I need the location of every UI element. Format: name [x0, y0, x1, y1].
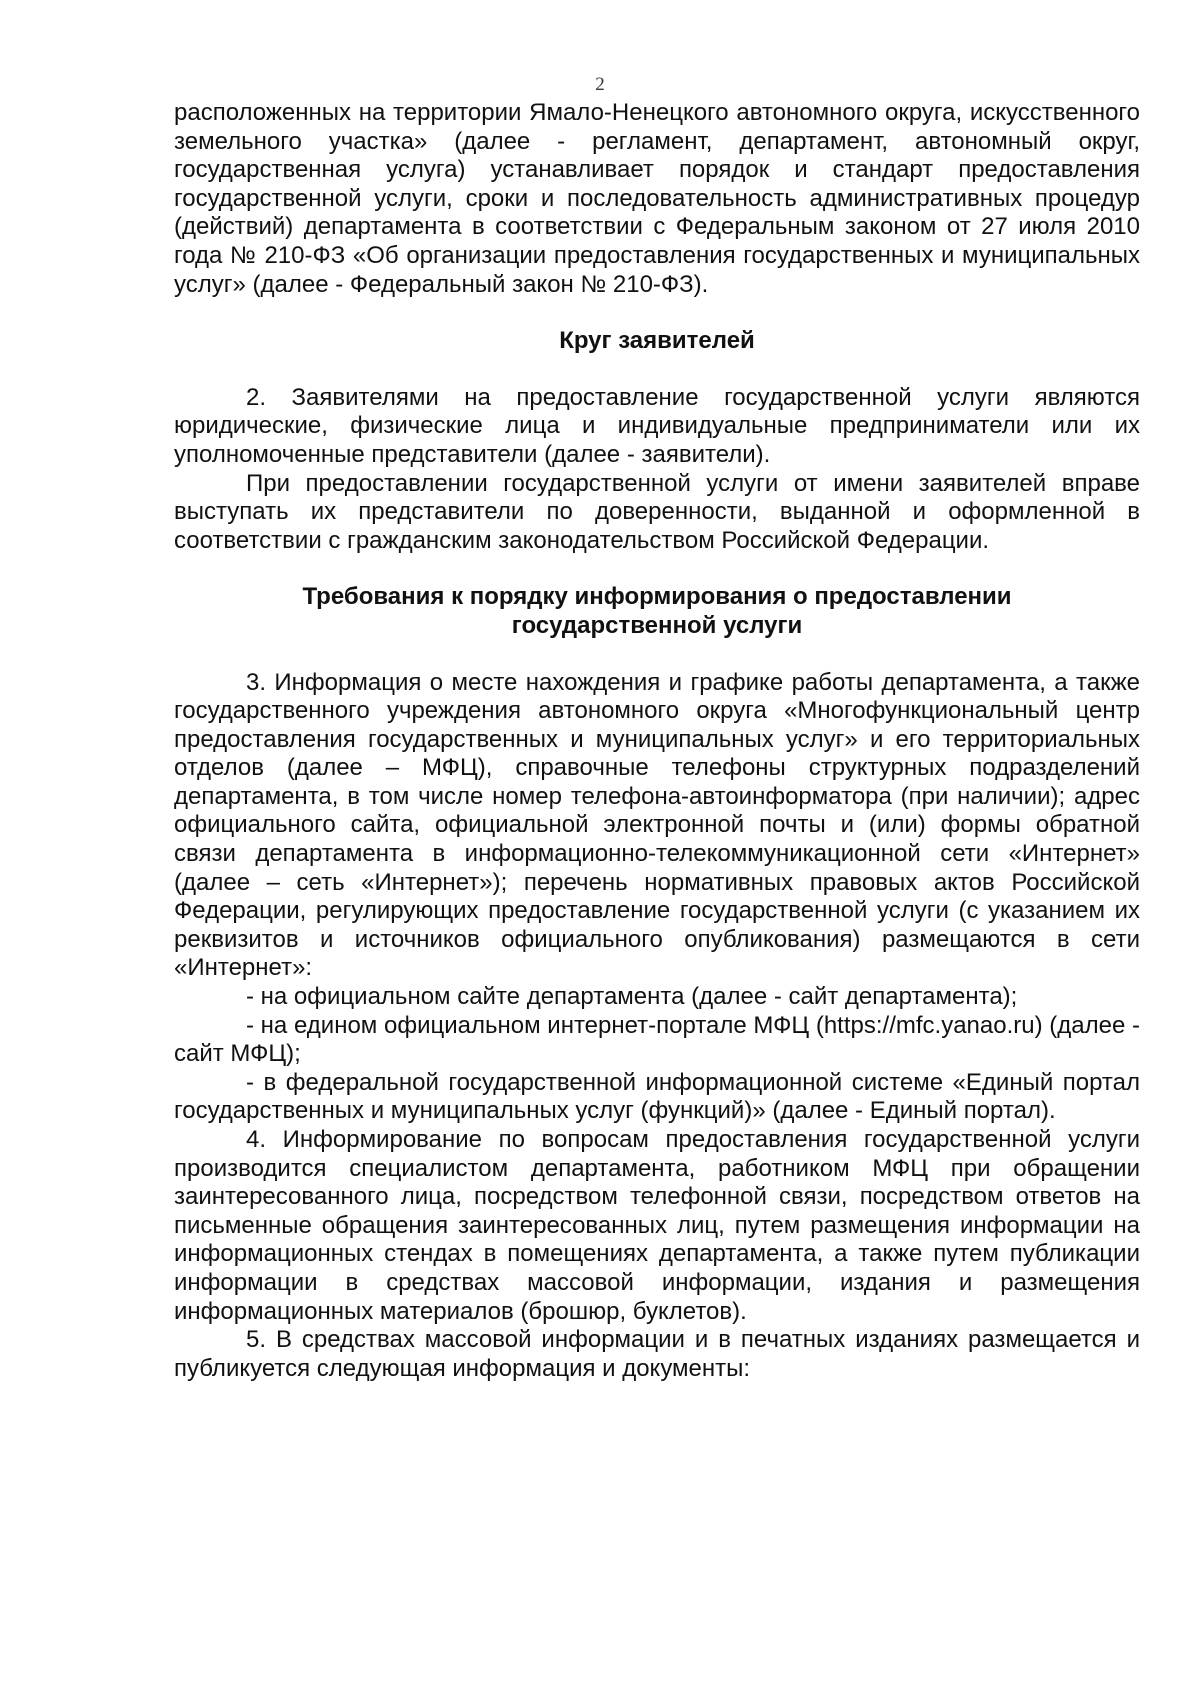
heading-applicants: Круг заявителей	[559, 327, 755, 355]
intro-paragraph: расположенных на территории Ямало-Ненецкого автономного округа, искусственного земельного участка» (далее - регламент, департамент, автономный округ, государственная услуга) устанавливает порядок и стандарт предоставления государственной услуги, сроки и последовательность административных процедур (действий) департамента в соответствии с Федеральным законом от 27 июля 2010 года № 210-ФЗ «Об организации предоставления государственных и муниципальных услуг» (далее - Федеральный закон № 210-ФЗ).	[174, 99, 1140, 298]
heading-information-requirements	[174, 583, 1140, 640]
paragraph-2-representatives: При предоставлении государственной услуги от имени заявителей вправе выступать их представители по доверенности, выданной и оформленной в соответствии с гражданским законодательством Российской Федерации.	[174, 469, 1140, 554]
paragraph-3-item-mfc-portal: - на едином официальном интернет-портале МФЦ (https://mfc.yanao.ru) (далее - сайт МФЦ);	[174, 1011, 1140, 1068]
document-body	[174, 99, 1140, 1383]
paragraph-5: 5. В средствах массовой информации и в печатных изданиях размещается и публикуется следующая информация и документы:	[174, 1326, 1140, 1382]
paragraph-3-item-unified-portal: - в федеральной государственной информационной системе «Единый портал государственных и муниципальных услуг (функций)» (далее - Единый портал).	[174, 1068, 1140, 1125]
heading-information-line-2: государственной услуги	[511, 611, 803, 639]
heading-information-line-1: Требования к порядку информирования о предоставлении	[302, 583, 1012, 611]
paragraph-3: 3. Информация о месте нахождения и графике работы департамента, а также государственного учреждения автономного округа «Многофункциональный центр предоставления государственных и муниципальных услуг» и его территориальных отделов (далее – МФЦ), справочные телефоны структурных подразделений департамента, в том числе номер телефона-автоинформатора (при наличии); адрес официального сайта, официальной электронной почты и (или) формы обратной связи департамента в информационно-телекоммуникационной сети «Интернет» (далее – сеть «Интернет»); перечень нормативных правовых актов Российской Федерации, регулирующих предоставление государственной услуги (с указанием их реквизитов и источников официального опубликования) размещаются в сети «Интернет»:	[174, 668, 1140, 982]
page-number: 2	[595, 74, 605, 95]
paragraph-2: 2. Заявителями на предоставление государственной услуги являются юридические, физические лица и индивидуальные предприниматели или их уполномоченные представители (далее - заявители).	[174, 383, 1140, 468]
paragraph-3-item-department-site: - на официальном сайте департамента (далее - сайт департамента);	[246, 983, 1018, 1011]
paragraph-4: 4. Информирование по вопросам предоставления государственной услуги производится специалистом департамента, работником МФЦ при обращении заинтересованного лица, посредством телефонной связи, посредством ответов на письменные обращения заинтересованных лиц, путем размещения информации на информационных стендах в помещениях департамента, а также путем публикации информации в средствах массовой информации, издания и размещения информационных материалов (брошюр, буклетов).	[174, 1126, 1140, 1325]
